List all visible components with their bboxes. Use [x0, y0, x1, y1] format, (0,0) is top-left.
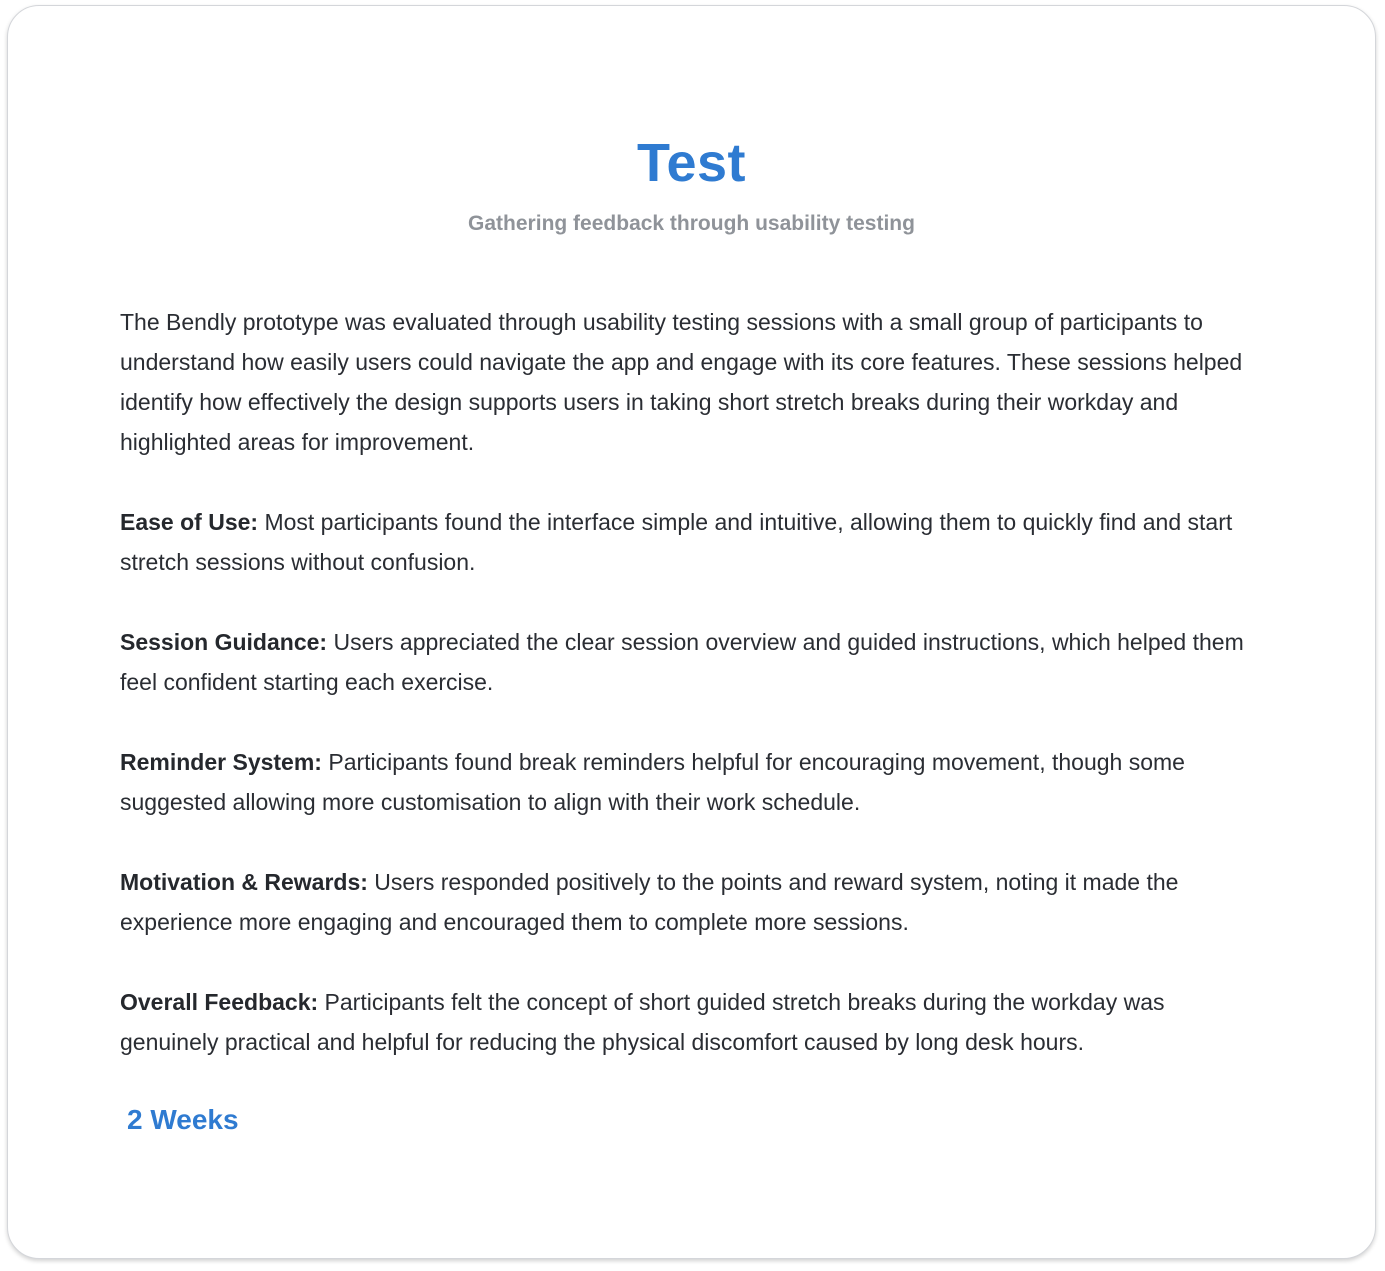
finding-overall-feedback [120, 982, 1250, 1062]
intro-paragraph: The Bendly prototype was evaluated through usability testing sessions with a small group of participants to understand how easily users could navigate the app and engage with its core features. These sessions helped identify how effectively the design supports users in taking short stretch breaks during their workday and highlighted areas for improvement. [120, 309, 1243, 455]
section-body [120, 302, 1250, 1102]
finding-label: Ease of Use: [120, 509, 259, 535]
finding-motivation-rewards [120, 862, 1250, 942]
finding-label: Overall Feedback: [120, 989, 319, 1015]
finding-text: Users appreciated the clear session overview and guided instructions, which helped them feel confident starting each exercise. [120, 629, 1244, 695]
finding-label: Motivation & Rewards: [120, 869, 368, 895]
finding-ease-of-use [120, 502, 1250, 582]
finding-label: Session Guidance: [120, 629, 328, 655]
finding-text: Participants felt the concept of short guided stretch breaks during the workday was genuinely practical and helpful for reducing the physical discomfort caused by long desk hours. [120, 989, 1165, 1055]
duration-label: 2 Weeks [127, 1104, 239, 1135]
finding-text: Most participants found the interface simple and intuitive, allowing them to quickly find and start stretch sessions without confusion. [120, 509, 1233, 575]
finding-text: Users responded positively to the points and reward system, noting it made the experience more engaging and encouraged them to complete more sessions. [120, 869, 1179, 935]
finding-session-guidance [120, 622, 1250, 702]
finding-label: Reminder System: [120, 749, 322, 775]
finding-text: Participants found break reminders helpful for encouraging movement, though some suggested allowing more customisation to align with their work schedule. [120, 749, 1185, 815]
section-title: Test [636, 133, 747, 193]
section-subtitle: Gathering feedback through usability testing [468, 212, 915, 235]
finding-reminder-system [120, 742, 1250, 822]
